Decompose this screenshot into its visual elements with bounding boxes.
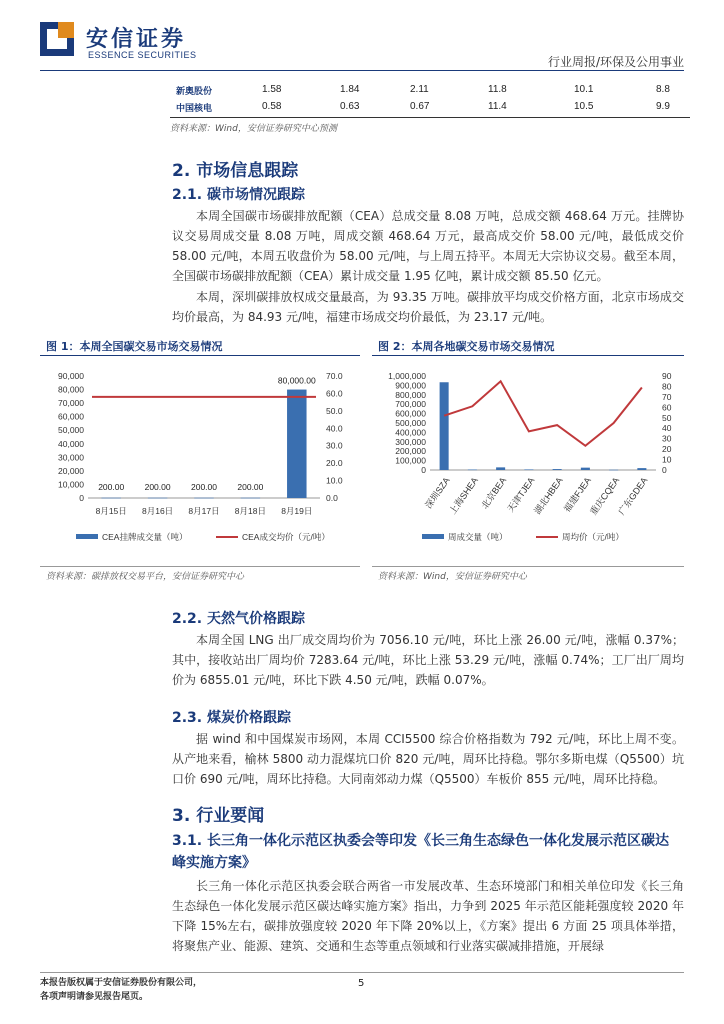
x-tick-label: 8月17日: [188, 506, 220, 516]
bar: [440, 382, 449, 470]
legend-label-bar: CEA挂牌成交量（吨）: [102, 532, 188, 542]
x-tick-label: 广东GDEA: [616, 475, 650, 517]
forecast-table: [170, 82, 710, 116]
figure-2-source: 资料来源：Wind，安信证券研究中心: [378, 572, 527, 582]
table-cell-value: 1.58: [262, 84, 282, 95]
y-right-tick-label: 0.0: [326, 493, 338, 503]
y-left-tick-label: 0: [79, 493, 84, 503]
x-tick-label: 福建FJEA: [561, 475, 594, 514]
legend-label-line: CEA成交均价（元/吨）: [242, 532, 330, 542]
table-cell-value: 1.84: [340, 84, 360, 95]
y-right-tick-label: 10.0: [326, 475, 343, 486]
page-number: 5: [358, 978, 365, 989]
table-cell-value: 11.4: [488, 101, 507, 112]
y-left-tick-label: 80,000: [58, 384, 84, 395]
y-right-tick-label: 0: [662, 465, 667, 475]
y-left-tick-label: 200,000: [395, 446, 426, 457]
y-left-tick-label: 400,000: [395, 427, 426, 438]
table-cell-value: 11.8: [488, 84, 507, 95]
y-right-tick-label: 40: [662, 423, 672, 434]
footer-rule: [40, 972, 684, 973]
figure-2-bottom-rule: [372, 566, 684, 567]
table-cell-value: 10.1: [574, 84, 594, 95]
table-cell-value: 0.63: [340, 101, 360, 112]
y-right-tick-label: 90: [662, 371, 672, 381]
footer-line-2: 各项声明请参见报告尾页。: [40, 992, 149, 1002]
y-left-tick-label: 500,000: [395, 418, 426, 428]
chart-national-cea: [40, 362, 362, 562]
y-right-tick-label: 40.0: [326, 423, 343, 434]
section-3-title: 3. 行业要闻: [172, 806, 265, 826]
y-right-tick-label: 60.0: [326, 388, 343, 399]
section-2-1-title: 2.1. 碳市场情况跟踪: [172, 187, 305, 203]
table-cell-value: 10.5: [574, 101, 594, 112]
footer-disclaimer: [40, 976, 202, 1004]
table-cell-value: 0.67: [410, 101, 430, 112]
report-category: 行业周报/环保及公用事业: [547, 55, 684, 69]
bar: [194, 498, 213, 499]
y-left-tick-label: 800,000: [395, 389, 426, 400]
y-left-tick-label: 40,000: [58, 438, 84, 449]
y-left-tick-label: 20,000: [58, 465, 84, 476]
bar: [101, 498, 120, 499]
table-cell-value: 9.9: [656, 101, 670, 112]
legend-label-bar: 周成交量（吨）: [448, 532, 508, 542]
section-3-1-title-line-1: 3.1. 长三角一体化示范区执委会等印发《长三角生态绿色一体化发展示范区碳达: [172, 833, 669, 849]
y-right-tick-label: 70.0: [326, 371, 343, 381]
bar-data-label: 200.00: [191, 482, 217, 492]
bar: [609, 470, 618, 471]
x-tick-label: 8月16日: [142, 506, 174, 516]
x-tick-label: 天津TJEA: [505, 475, 537, 514]
y-right-tick-label: 10: [662, 454, 672, 465]
footer-line-1: 本报告版权属于安信证券股份有限公司，: [40, 978, 203, 988]
bar-data-label: 200.00: [237, 482, 264, 492]
line-series: [444, 381, 642, 446]
bar: [524, 469, 533, 470]
section-2-1-para-1: 本周全国碳市场碳排放配额（CEA）总成交量 8.08 万吨，总成交额 468.64 万元。挂牌协议交易周成交量 8.08 万吨，周成交额 468.64 万元，最高成交价 58.00 元/吨，最低成交价 58.00 元/吨，本周五收盘价为 58.00 元/吨，与上周五持平。本周无大宗协议交易。截至本周，全国碳市场碳排放配额（CEA）累计成交量 1.95 亿吨，累计成交额 85.50 亿元。: [172, 209, 684, 283]
bar: [637, 468, 646, 470]
table-source: 资料来源：Wind，安信证券研究中心预测: [170, 124, 337, 134]
y-left-tick-label: 90,000: [58, 371, 84, 381]
y-right-tick-label: 20: [662, 444, 672, 455]
legend-label-line: 周均价（元/吨）: [562, 532, 624, 542]
section-3-1-title-line-2: 峰实施方案》: [172, 855, 256, 871]
x-tick-label: 北京BEA: [479, 475, 509, 511]
y-left-tick-label: 30,000: [58, 452, 84, 463]
bar: [287, 390, 306, 498]
y-left-tick-label: 0: [421, 465, 426, 475]
section-2-title: 2. 市场信息跟踪: [172, 161, 299, 181]
x-tick-label: 重庆CQEA: [588, 475, 622, 517]
table-row: [170, 82, 710, 99]
chart-regional-carbon: [372, 362, 686, 562]
x-tick-label: 上海SHEA: [447, 475, 481, 516]
y-right-tick-label: 30.0: [326, 440, 343, 451]
bar: [468, 470, 477, 471]
figure-1-rule: [40, 355, 360, 356]
y-left-tick-label: 50,000: [58, 425, 84, 436]
table-cell-company: 中国核电: [176, 104, 213, 114]
table-cell-value: 8.8: [656, 84, 670, 95]
y-right-tick-label: 50.0: [326, 405, 343, 416]
table-row: [170, 99, 710, 116]
x-tick-label: 8月15日: [95, 506, 127, 516]
section-2-2-para: 本周全国 LNG 出厂成交周均价为 7056.10 元/吨，环比上涨 26.00 元/吨，涨幅 0.37%；其中，接收站出厂周均价 7283.64 元/吨，环比上涨 53.29 元/吨，涨幅 0.74%；工厂出厂周均价为 6855.01 元/吨，环比下跌 4.50 元/吨，跌幅 0.07%。: [172, 633, 684, 687]
figure-1-source: 资料来源：碳排放权交易平台，安信证券研究中心: [46, 572, 245, 582]
figure-1-title: 图 1：本周全国碳交易市场交易情况: [46, 340, 223, 353]
figure-2-rule: [372, 355, 684, 356]
y-right-tick-label: 80: [662, 381, 672, 392]
bar: [496, 467, 505, 470]
table-bottom-rule: [170, 117, 690, 118]
table-cell-value: 0.58: [262, 101, 282, 112]
table-cell-value: 2.11: [410, 84, 429, 95]
logo-text-en: ESSENCE SECURITIES: [88, 50, 197, 60]
y-left-tick-label: 70,000: [58, 398, 84, 409]
bar-data-label: 200.00: [144, 482, 171, 492]
section-2-3-para: 据 wind 和中国煤炭市场网，本周 CCI5500 综合价格指数为 792 元/吨，环比上周不变。从产地来看，榆林 5800 动力混煤坑口价 820 元/吨，周环比持稳。鄂尔多斯电煤（Q5500）坑口价 690 元/吨，周环比持稳。大同南郊动力煤（Q5500）车板价 855 元/吨，周环比持稳。: [172, 732, 684, 786]
header-divider: [40, 70, 684, 71]
y-left-tick-label: 600,000: [395, 408, 426, 419]
section-3-1-para: 长三角一体化示范区执委会联合两省一市发展改革、生态环境部门和相关单位印发《长三角生态绿色一体化发展示范区碳达峰实施方案》指出，力争到 2025 年示范区能耗强度较 2020 年下降 15%左右，碳排放强度较 2020 年下降 20%以上，《方案》提出 6 方面 25 项具体举措，将聚焦产业、能源、建筑、交通和生态等重点领域和行业落实碳减排措施，开展绿: [172, 879, 684, 953]
figure-2-title: 图 2：本周各地碳交易市场交易情况: [378, 340, 555, 353]
y-left-tick-label: 900,000: [395, 380, 426, 391]
logo-text-cn: 安信证券: [86, 27, 187, 52]
bar: [581, 468, 590, 470]
bar-data-label: 200.00: [98, 482, 125, 492]
figure-1-bottom-rule: [40, 566, 360, 567]
x-tick-label: 湖北HBEA: [532, 475, 565, 516]
bar-data-label: 80,000.00: [277, 375, 316, 386]
y-left-tick-label: 60,000: [58, 411, 84, 422]
y-left-tick-label: 100,000: [395, 455, 426, 466]
section-2-1-para-2: 本周，深圳碳排放权成交量最高，为 93.35 万吨。碳排放平均成交价格方面，北京市场成交均价最高，为 84.93 元/吨，福建市场成交均价最低，为 23.17 元/吨。: [172, 290, 684, 324]
y-right-tick-label: 70: [662, 391, 672, 402]
bar: [241, 498, 260, 499]
x-tick-label: 8月18日: [234, 506, 266, 516]
y-right-tick-label: 60: [662, 402, 672, 413]
legend-swatch-bar: [422, 534, 444, 539]
y-left-tick-label: 1,000,000: [388, 371, 426, 381]
y-left-tick-label: 700,000: [395, 399, 426, 410]
y-left-tick-label: 10,000: [58, 479, 84, 490]
table-cell-company: 新奥股份: [176, 87, 213, 97]
section-2-2-title: 2.2. 天然气价格跟踪: [172, 611, 305, 627]
legend-swatch-bar: [76, 534, 98, 539]
bar: [553, 469, 562, 470]
y-right-tick-label: 30: [662, 433, 672, 444]
section-2-3-title: 2.3. 煤炭价格跟踪: [172, 710, 291, 726]
company-logo: [40, 22, 74, 56]
y-right-tick-label: 50: [662, 412, 672, 423]
bar: [148, 498, 167, 499]
x-tick-label: 深圳SZA: [423, 475, 452, 511]
y-right-tick-label: 20.0: [326, 458, 343, 469]
x-tick-label: 8月19日: [281, 506, 313, 516]
y-left-tick-label: 300,000: [395, 436, 426, 447]
